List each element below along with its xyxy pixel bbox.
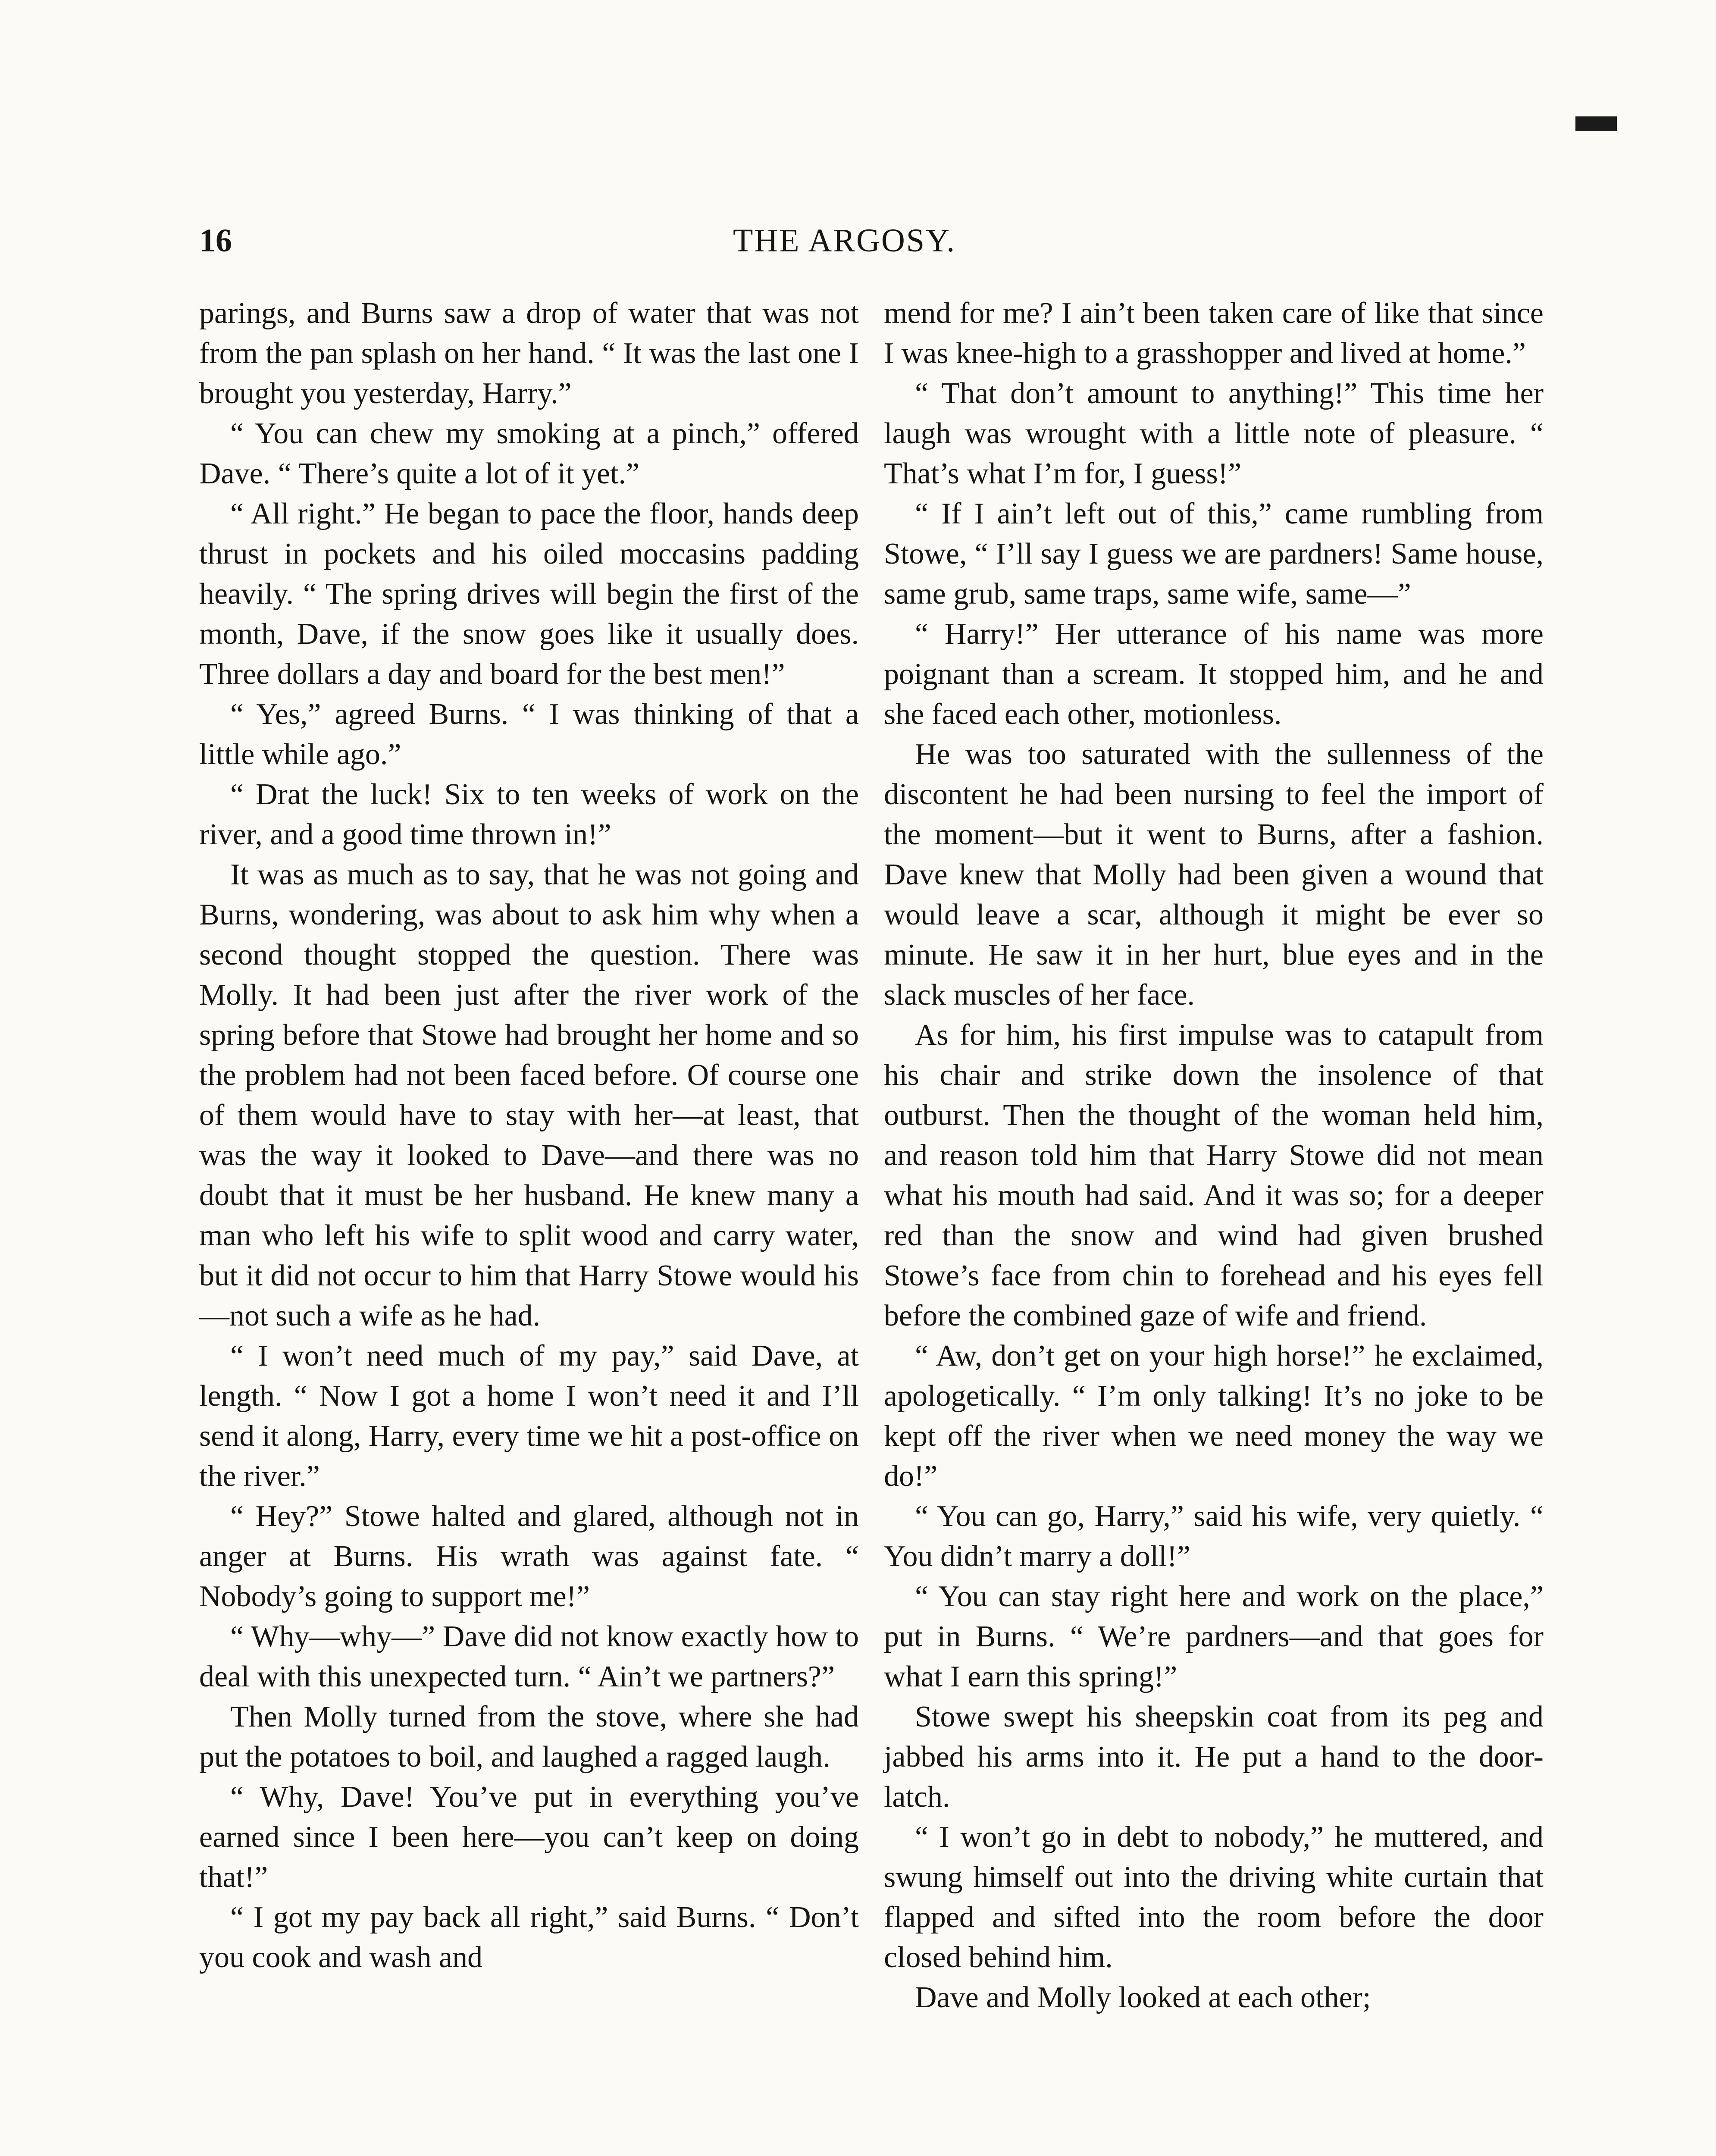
paragraph: “ Aw, don’t get on your high horse!” he exclaimed, apologetically. “ I’m only talking! It’s no joke to be kept off the river when we need money the way we do!” [884, 1339, 1544, 1493]
paragraph: “ I won’t go in debt to nobody,” he muttered, and swung himself out into the driving white curtain that flapped and sifted into the room before the door closed behind him. [884, 1821, 1544, 1974]
paragraph: “ That don’t amount to anything!” This time her laugh was wrought with a little note of pleasure. “ That’s what I’m for, I guess!” [884, 377, 1544, 490]
paragraph: “ You can stay right here and work on the place,” put in Burns. “ We’re pardners—and that goes for what I earn this spring!” [884, 1580, 1544, 1693]
paragraph: He was too saturated with the sullenness of the discontent he had been nursing to feel the import of the moment—but it went to Burns, after a fashion. Dave knew that Molly had been given a wound that would leave a scar, although it might be ever so minute. He saw it in her hurt, blue eyes and in the slack muscles of her face. [884, 738, 1544, 1012]
paragraph: “ Hey?” Stowe halted and glared, although not in anger at Burns. His wrath was against fate. “ Nobody’s going to support me!” [199, 1500, 859, 1613]
paragraph: “ Drat the luck! Six to ten weeks of work on the river, and a good time thrown in!” [199, 778, 859, 851]
paragraph: It was as much as to say, that he was not going and Burns, wondering, was about to ask him why when a second thought stopped the question. There was Molly. It had been just after the river work of the spring before that Stowe had brought her home and so the problem had not been faced before. Of course one of them would have to stay with her—at least, that was the way it looked to Dave—and there was no doubt that it must be her husband. He knew many a man who left his wife to split wood and carry water, but it did not occur to him that Harry Stowe would his—not such a wife as he had. [199, 858, 859, 1332]
running-title: THE ARGOSY. [733, 222, 956, 259]
paragraph: Stowe swept his sheepskin coat from its peg and jabbed his arms into it. He put a hand to the door-latch. [884, 1700, 1544, 1814]
page-number: 16 [199, 222, 232, 259]
paragraph: “ You can chew my smoking at a pinch,” offered Dave. “ There’s quite a lot of it yet.” [199, 417, 859, 490]
paragraph: “ Why, Dave! You’ve put in everything you’ve earned since I been here—you can’t keep on doing that!” [199, 1780, 859, 1894]
paragraph: “ I got my pay back all right,” said Burns. “ Don’t you cook and wash and [199, 1901, 859, 1974]
paragraph: “ If I ain’t left out of this,” came rumbling from Stowe, “ I’ll say I guess we are pardners! Same house, same grub, same traps, same wife, same—” [884, 497, 1544, 611]
paragraph: “ You can go, Harry,” said his wife, very quietly. “ You didn’t marry a doll!” [884, 1500, 1544, 1573]
paragraph: “ Harry!” Her utterance of his name was more poignant than a scream. It stopped him, and he and she faced each other, motionless. [884, 617, 1544, 731]
paragraph: “ All right.” He began to pace the floor, hands deep thrust in pockets and his oiled moccasins padding heavily. “ The spring drives will begin the first of the month, Dave, if the snow goes like it usually does. Three dollars a day and board for the best men!” [199, 497, 859, 691]
left-column [199, 293, 859, 1977]
paragraph: Dave and Molly looked at each other; [915, 1981, 1371, 2014]
paragraph: mend for me? I ain’t been taken care of like that since I was knee-high to a grasshopper and lived at home.” [884, 297, 1544, 370]
paragraph: “ I won’t need much of my pay,” said Dave, at length. “ Now I got a home I won’t need it and I’ll send it along, Harry, every time we hit a post-office on the river.” [199, 1339, 859, 1493]
right-column [884, 293, 1544, 2018]
paragraph: As for him, his first impulse was to catapult from his chair and strike down the insolence of that outburst. Then the thought of the woman held him, and reason told him that Harry Stowe did not mean what his mouth had said. And it was so; for a deeper red than the snow and wind had given brushed Stowe’s face from chin to forehead and his eyes fell before the combined gaze of wife and friend. [884, 1018, 1544, 1332]
paragraph: parings, and Burns saw a drop of water that was not from the pan splash on her hand. “ It was the last one I brought you yesterday, Harry.” [199, 297, 859, 410]
paragraph: “ Yes,” agreed Burns. “ I was thinking of that a little while ago.” [199, 698, 859, 771]
scan-mark [1575, 116, 1617, 131]
paragraph: Then Molly turned from the stove, where she had put the potatoes to boil, and laughed a ragged laugh. [199, 1700, 859, 1774]
paragraph: “ Why—why—” Dave did not know exactly how to deal with this unexpected turn. “ Ain’t we partners?” [199, 1620, 859, 1693]
